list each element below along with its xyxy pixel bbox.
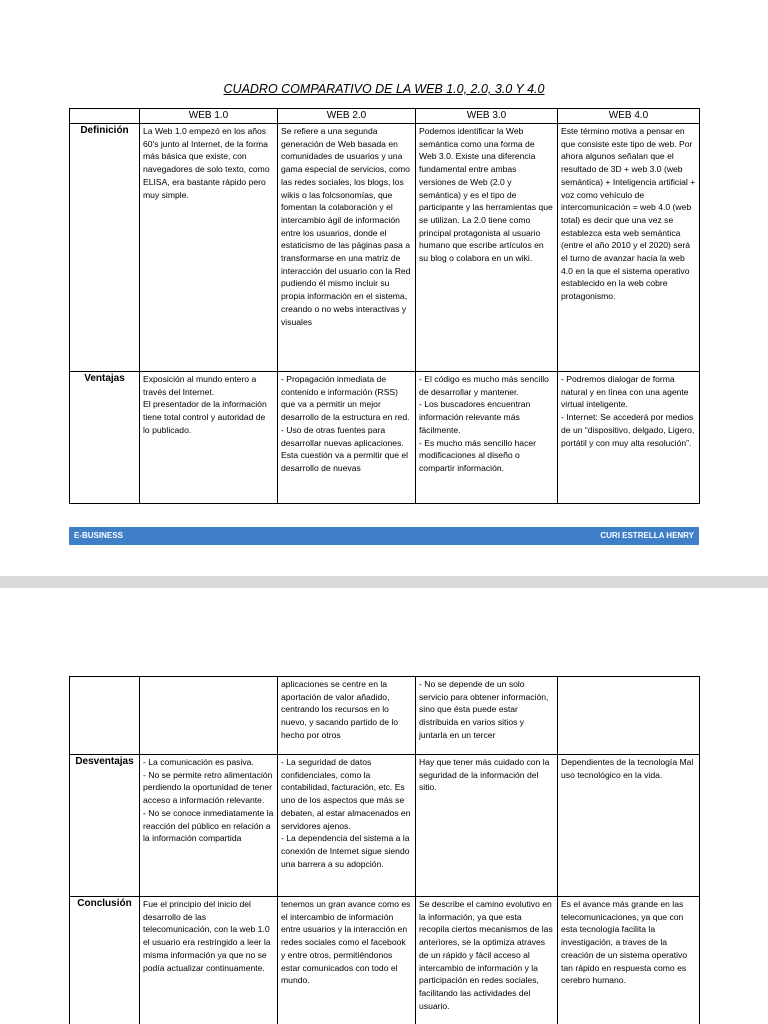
row-label-ventajas: Ventajas	[70, 372, 140, 504]
document-title: CUADRO COMPARATIVO DE LA WEB 1.0, 2.0, 3.0 Y 4.0	[223, 82, 545, 96]
table-cell: Fue el principio del inicio del desarrollo de las telecomunicación, con la web 1.0 el usuario era restringido a leer la misma información ya que no se podía actualizar continuamente.	[140, 897, 278, 1024]
comparison-table-part-1	[69, 108, 700, 504]
table-row-conclusion	[70, 897, 700, 1024]
table-row-ventajas	[70, 372, 700, 504]
row-label-desventajas: Desventajas	[70, 755, 140, 897]
page-footer-bar	[69, 527, 699, 545]
table-cell: - Podremos dialogar de forma natural y en línea con una agente virtual inteligente. - Internet: Se accederá por medios de un “dispositivo, delgado, Ligero, portátil y con muy alta resolución”.	[558, 372, 700, 504]
table-cell	[140, 677, 278, 755]
table-row-definicion	[70, 124, 700, 372]
header-corner	[70, 109, 140, 124]
table-cell: - No se depende de un solo servicio para obtener información, sino que ésta puede estar distribuida en varios sitios y juntarla en un tercer	[416, 677, 558, 755]
table-cell: - La seguridad de datos confidenciales, como la contabilidad, facturación, etc. Es uno de los aspectos que más se debaten, al estar almacenados en servidores ajenos. - La dependencia del sistema a la conexión de Internet sigue siendo una barrera a su adopción.	[278, 755, 416, 897]
table-cell: Podemos identificar la Web semántica como una forma de Web 3.0. Existe una diferencia fundamental entre ambas versiones de Web (2.0 y semántica) y es el tipo de participante y las herramientas que se utilizan. La 2.0 tiene como principal protagonista al usuario humano que escribe artículos en su blog o colabora en un wiki.	[416, 124, 558, 372]
table-cell: - Propagación inmediata de contenido e información (RSS) que va a permitir un mejor desarrollo de la estructura en red. - Uso de otras fuentes para desarrollar nuevas aplicaciones. Esta cuestión va a permitir que el desarrollo de nuevas	[278, 372, 416, 504]
table-cell: Se refiere a una segunda generación de Web basada en comunidades de usuarios y una gama especial de servicios, como las redes sociales, los blogs, los wikis o las folcsonomías, que fomentan la colaboración y el intercambio ágil de información entre los usuarios, donde el estaticismo de las páginas pasa a transformarse en una matriz de interacción del usuario con la Red pudiendo él mismo incluir su propia información en el sistema, creando o no webs interactivas y visuales	[278, 124, 416, 372]
header-row	[70, 109, 700, 124]
comparison-table-part-2	[69, 676, 700, 1024]
footer-course-name: E-BUSINESS	[74, 531, 123, 540]
table-row-desventajas	[70, 755, 700, 897]
header-web4: WEB 4.0	[558, 109, 700, 124]
table-cell: Hay que tener más cuidado con la seguridad de la información del sitio.	[416, 755, 558, 897]
table-cell: Este término motiva a pensar en que consiste este tipo de web. Por ahora algunos señalan que el resultado de 3D + web 3.0 (web semántica) + Inteligencia artificial + voz como vehículo de intercomunicación = web 4.0 (web total) es decir que una vez se establezca esta web semántica (entre el año 2010 y el 2020) será el turno de avanzar hacia la web 4.0 en la que el sistema operativo establecido en la web cobre protagonismo.	[558, 124, 700, 372]
table-cell: La Web 1.0 empezó en los años 60's junto al Internet, de la forma más básica que existe, con navegadores de solo texto, como ELISA, era bastante rápido pero muy simple.	[140, 124, 278, 372]
table-cell: - La comunicación es pasiva. - No se permite retro alimentación perdiendo la oportunidad de tener acceso a información relevante. - No se conoce inmediatamente la reacción del público en relación a la información compartida	[140, 755, 278, 897]
table-cell: Dependientes de la tecnología Mal uso tecnológico en la vida.	[558, 755, 700, 897]
row-label-empty	[70, 677, 140, 755]
header-web1: WEB 1.0	[140, 109, 278, 124]
header-web3: WEB 3.0	[416, 109, 558, 124]
row-label-conclusion: Conclusión	[70, 897, 140, 1024]
document-page-2	[0, 588, 768, 1024]
table-cell: Se describe el camino evolutivo en la información, ya que esta recopila ciertos mecanismos de las anteriores, se la optimiza atraves de un rápido y fácil acceso al intercambio de información y la participación en redes sociales, facilitando las actividades del usuario.	[416, 897, 558, 1024]
header-web2: WEB 2.0	[278, 109, 416, 124]
table-row-continuation	[70, 677, 700, 755]
footer-author-name: CURI ESTRELLA HENRY	[600, 531, 694, 540]
row-label-definicion: Definición	[70, 124, 140, 372]
table-cell: - El código es mucho más sencillo de desarrollar y mantener. - Los buscadores encuentran información relevante más fácilmente. - Es mucho más sencillo hacer modificaciones al diseño o compartir información.	[416, 372, 558, 504]
table-cell: tenemos un gran avance como es el intercambio de información entre usuarios y la interacción en redes sociales como el facebook y entre otros, permitiéndonos estar comunicados con todo el mundo.	[278, 897, 416, 1024]
table-cell: Es el avance más grande en las telecomunicaciones, ya que con esta tecnología facilita la investigación, a traves de la creación de un sistema operativo tan rápido en respuesta como es cerebro humano.	[558, 897, 700, 1024]
table-cell	[558, 677, 700, 755]
table-cell: Exposición al mundo entero a través del Internet. El presentador de la información tiene total control y autoridad de lo publicado.	[140, 372, 278, 504]
table-cell: aplicaciones se centre en la aportación de valor añadido, centrando los recursos en lo nuevo, y sacando partido de lo hecho por otros	[278, 677, 416, 755]
